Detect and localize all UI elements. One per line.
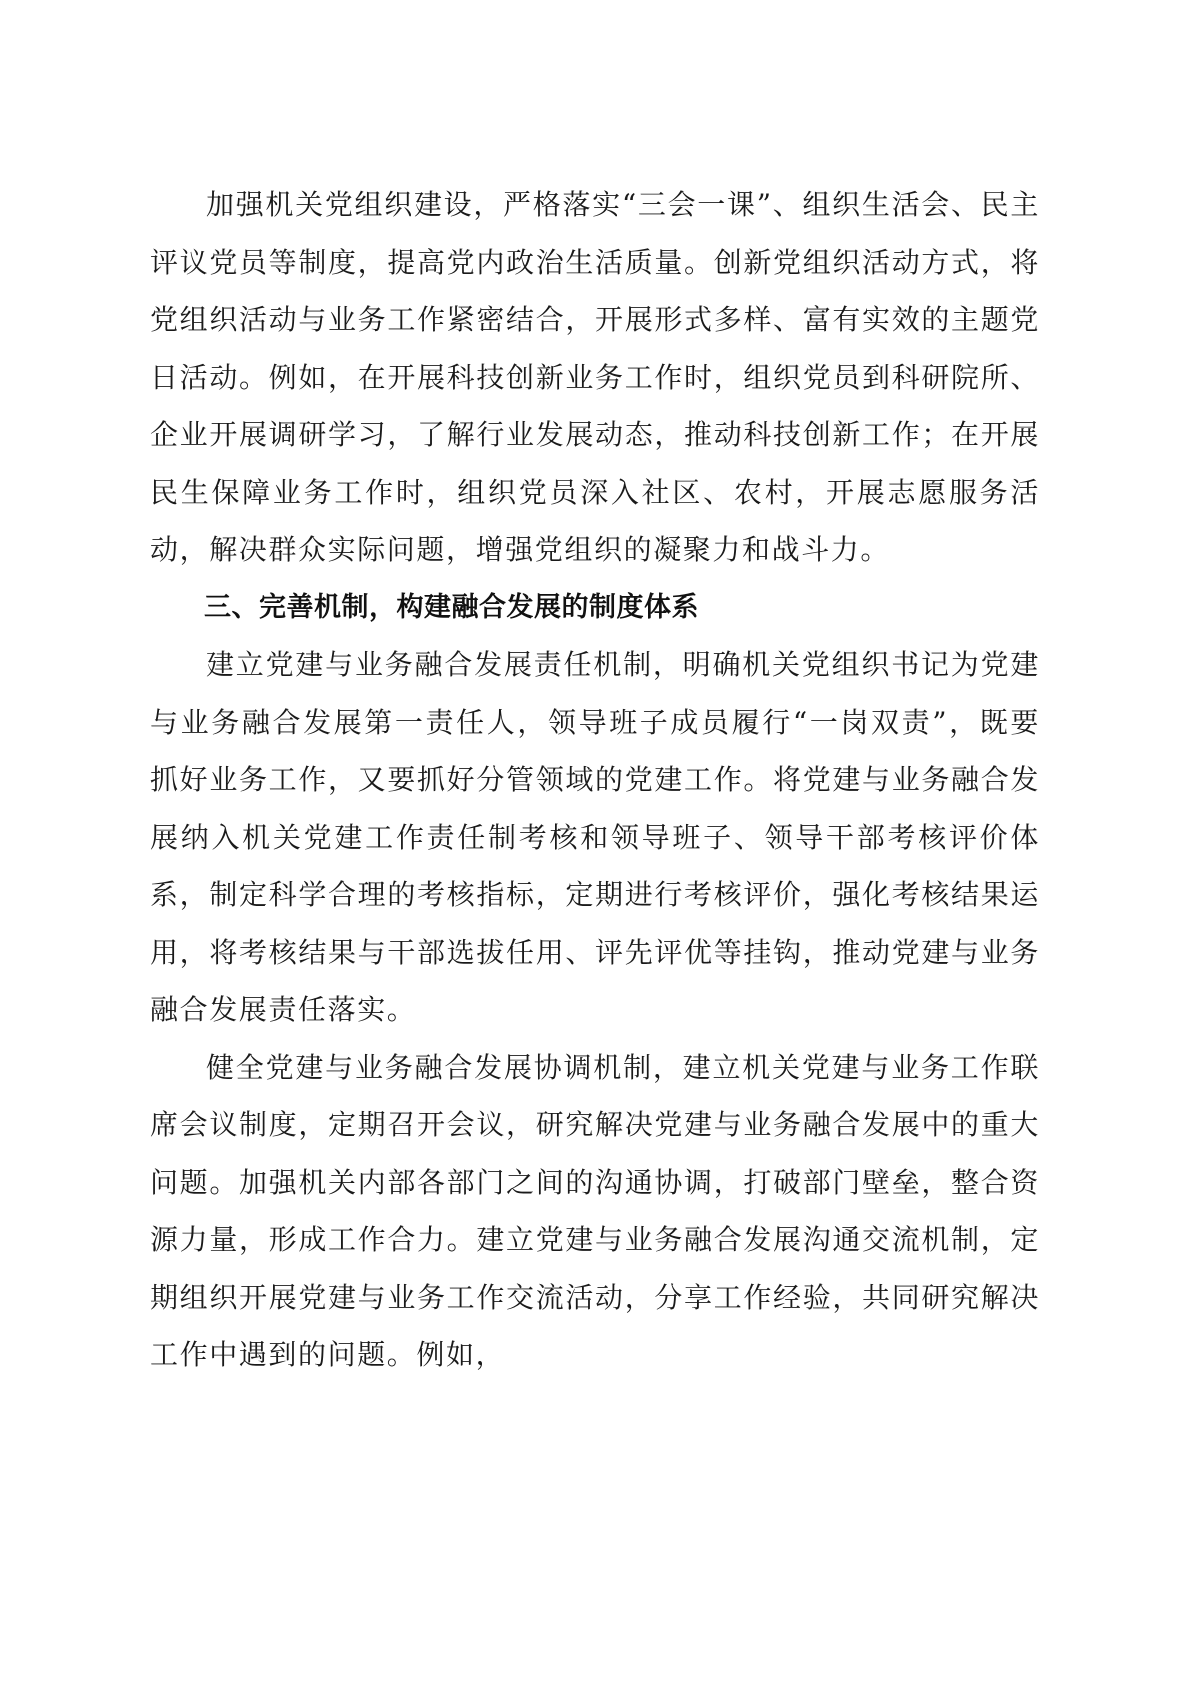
document-body	[150, 176, 1040, 1384]
section-heading-improve-mechanisms: 三、完善机制，构建融合发展的制度体系	[204, 591, 699, 623]
paragraph-responsibility-mechanism: 建立党建与业务融合发展责任机制，明确机关党组织书记为党建与业务融合发展第一责任人，领导班子成员履行“一岗双责”，既要抓好业务工作，又要抓好分管领域的党建工作。将党建与业务融合发展纳入机关党建工作责任制考核和领导班子、领导干部考核评价体系，制定科学合理的考核指标，定期进行考核评价，强化考核结果运用，将考核结果与干部选拔任用、评先评优等挂钩，推动党建与业务融合发展责任落实。	[150, 648, 1040, 1026]
paragraph-party-organization-building: 加强机关党组织建设，严格落实“三会一课”、组织生活会、民主评议党员等制度，提高党内政治生活质量。创新党组织活动方式，将党组织活动与业务工作紧密结合，开展形式多样、富有实效的主题党日活动。例如，在开展科技创新业务工作时，组织党员到科研院所、企业开展调研学习，了解行业发展动态，推动科技创新工作；在开展民生保障业务工作时，组织党员深入社区、农村，开展志愿服务活动，解决群众实际问题，增强党组织的凝聚力和战斗力。	[150, 188, 1040, 566]
paragraph-coordination-mechanism: 健全党建与业务融合发展协调机制，建立机关党建与业务工作联席会议制度，定期召开会议，研究解决党建与业务融合发展中的重大问题。加强机关内部各部门之间的沟通协调，打破部门壁垒，整合资源力量，形成工作合力。建立党建与业务融合发展沟通交流机制，定期组织开展党建与业务工作交流活动，分享工作经验，共同研究解决工作中遇到的问题。例如，	[150, 1050, 1040, 1371]
